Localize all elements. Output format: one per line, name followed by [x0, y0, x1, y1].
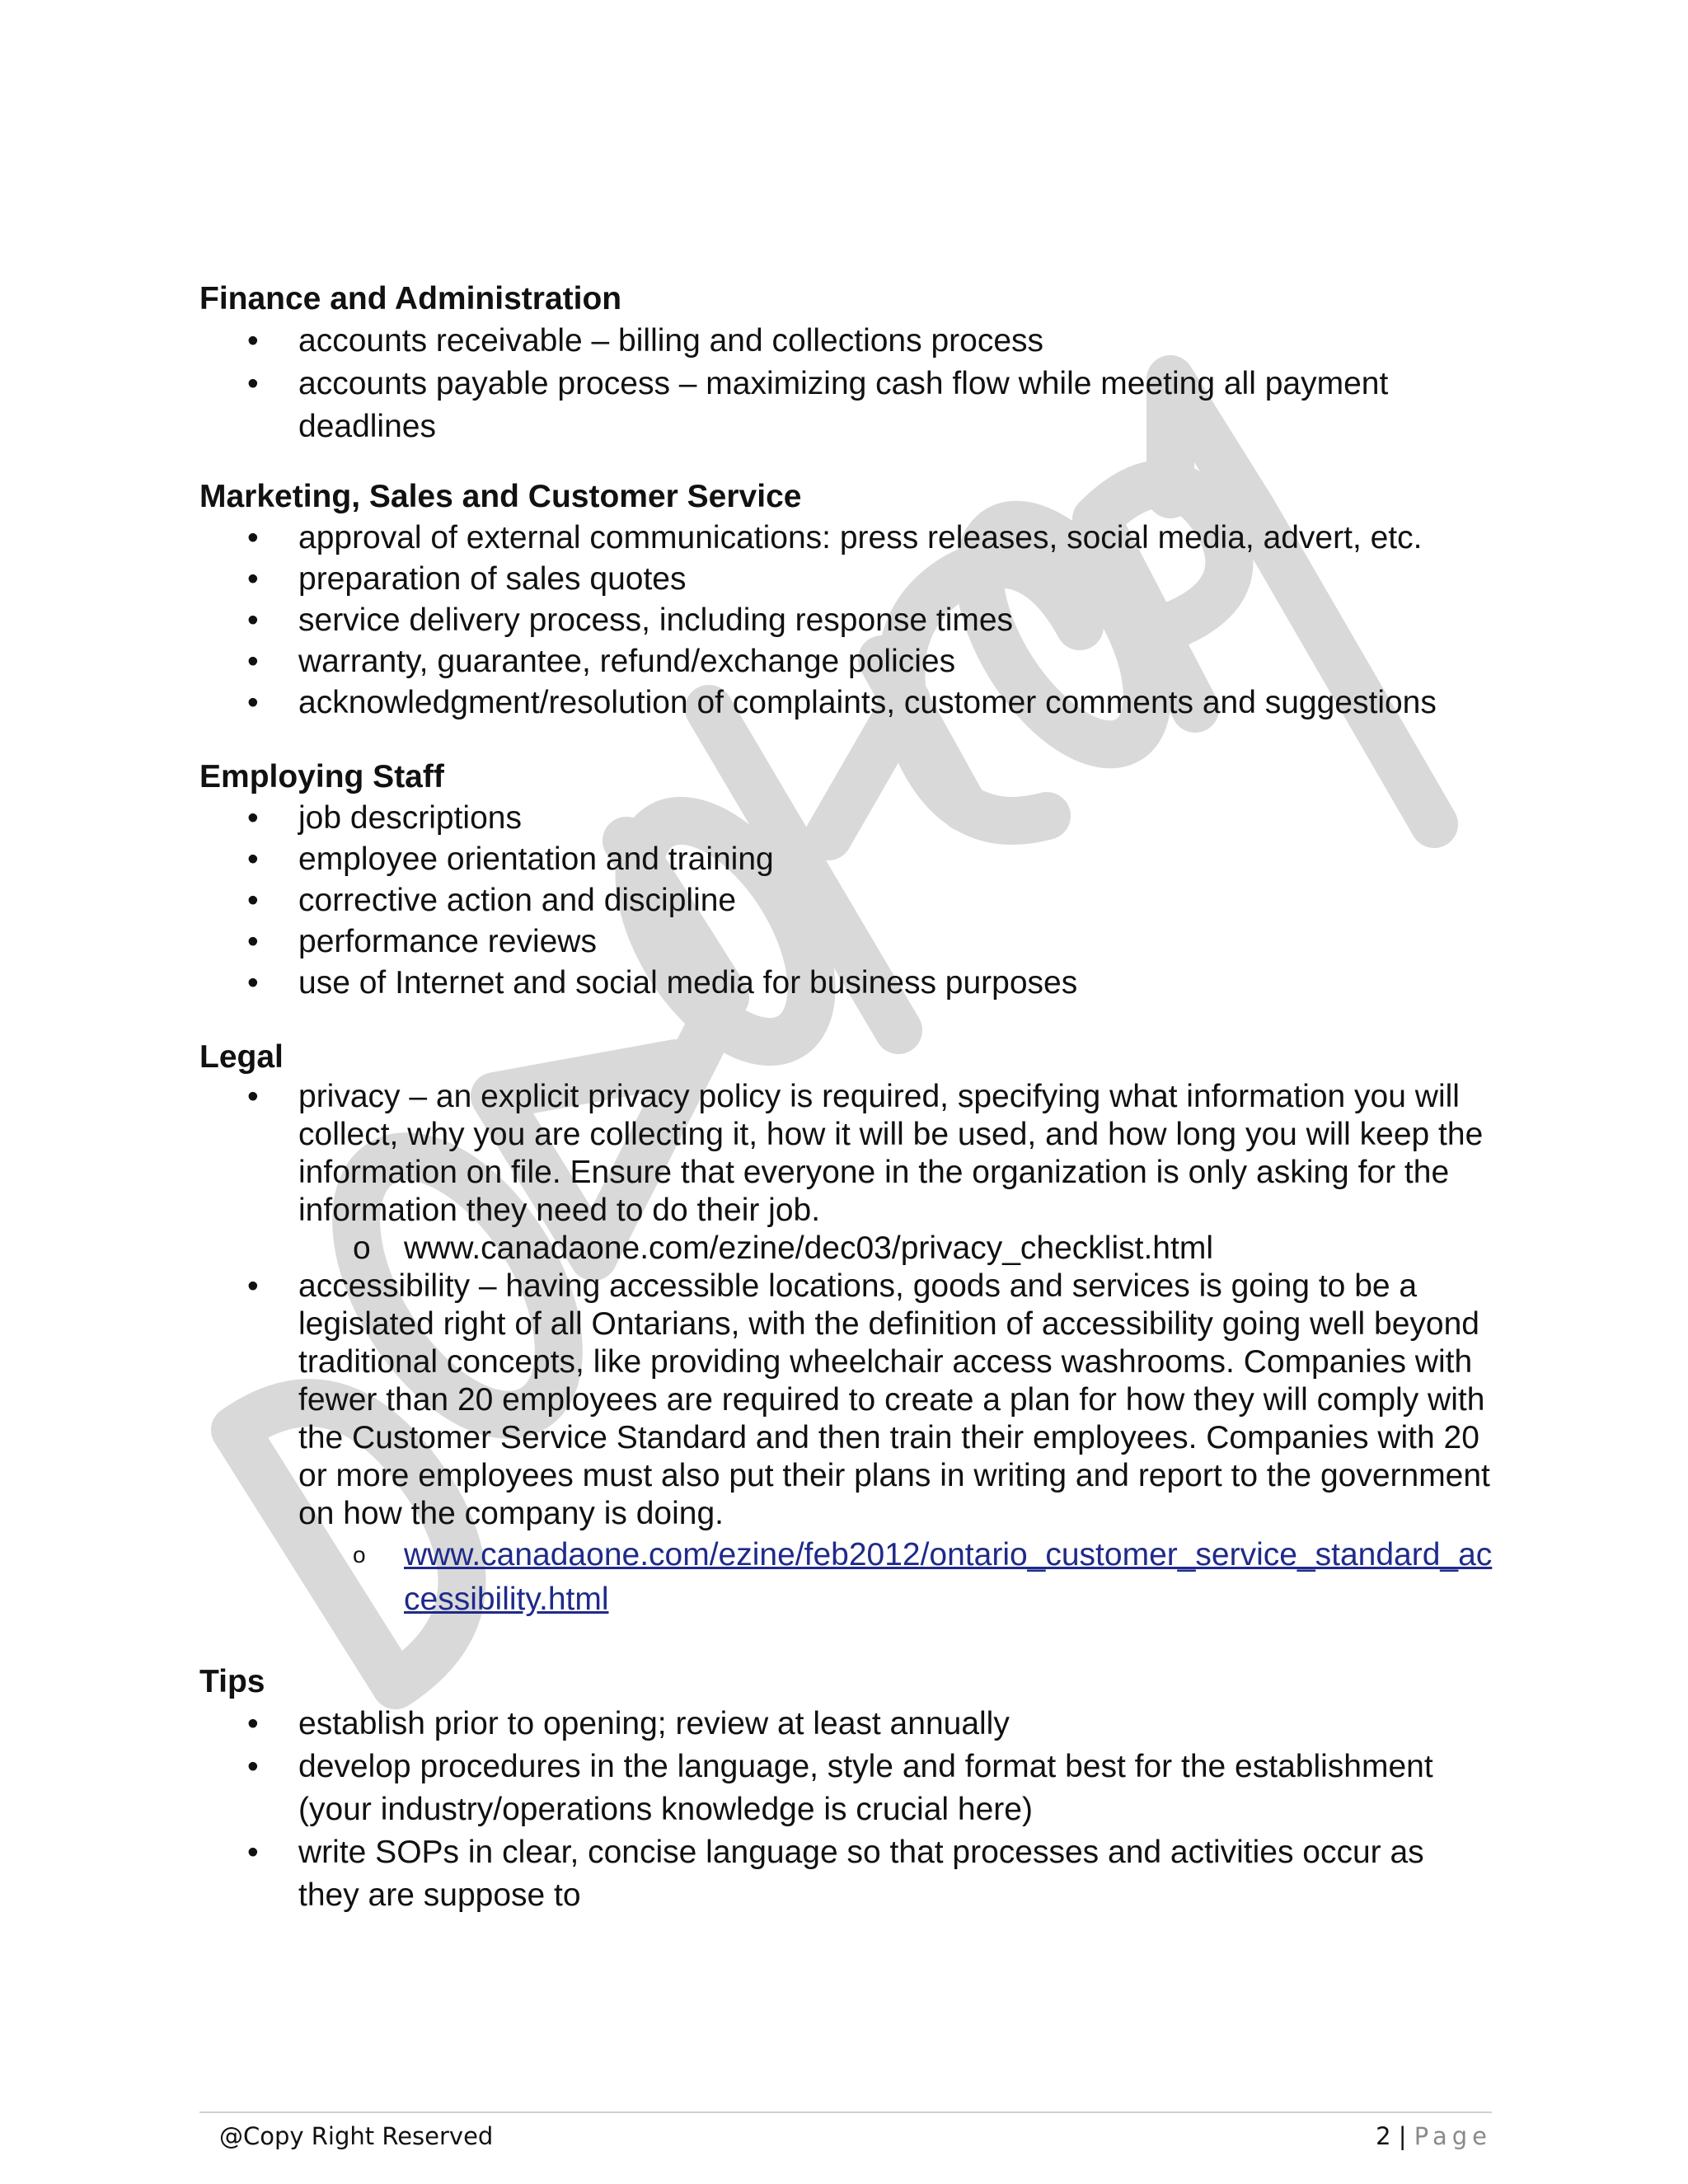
document-body	[199, 279, 1493, 1917]
section-heading-tips: Tips	[199, 1664, 265, 1699]
employing-staff-list	[199, 798, 1493, 1004]
accessibility-sublist	[298, 1533, 1493, 1622]
privacy-sublist	[298, 1230, 1493, 1268]
accessibility-sublist-item	[298, 1533, 1493, 1622]
list-item: • accounts payable process – maximizing cash flow while meeting all payment deadlines	[199, 363, 1493, 448]
list-item: • use of Internet and social media for business purposes	[199, 963, 1493, 1004]
tips-list	[199, 1703, 1493, 1917]
privacy-text: privacy – an explicit privacy policy is required, specifying what information you will collect, why you are collecting it, how it will be used, and how long you will keep the information on file. Ensure that everyone in the organization is only asking for the information they need to do their job.	[298, 1079, 1484, 1228]
list-item: • performance reviews	[199, 921, 1493, 963]
list-item: • approval of external communications: press releases, social media, advert, etc.	[199, 518, 1493, 559]
section-heading-employing-staff: Employing Staff	[199, 759, 444, 794]
list-item: • employee orientation and training	[199, 839, 1493, 880]
list-item: • establish prior to opening; review at least annually	[199, 1703, 1493, 1746]
finance-list	[199, 320, 1493, 448]
list-item: • warranty, guarantee, refund/exchange policies	[199, 641, 1493, 682]
page-word: Page	[1414, 2122, 1492, 2150]
section-heading-finance: Finance and Administration	[199, 281, 622, 316]
list-item: • acknowledgment/resolution of complaints, customer comments and suggestions	[199, 682, 1493, 724]
marketing-list	[199, 518, 1493, 724]
section-heading-marketing: Marketing, Sales and Customer Service	[199, 479, 802, 514]
page-indicator	[1376, 2115, 1492, 2158]
list-item-privacy	[199, 1078, 1493, 1268]
legal-list	[199, 1078, 1493, 1622]
list-item: • develop procedures in the language, style and format best for the establishment (your industry/operations knowledge is crucial here)	[199, 1746, 1493, 1831]
privacy-checklist-url: o www.canadaone.com/ezine/dec03/privacy_checklist.html	[298, 1230, 1493, 1268]
page-number: 2	[1376, 2122, 1391, 2150]
accessibility-text: accessibility – having accessible locations, goods and services is going to be a legislated right of all Ontarians, with the definition of accessibility going well beyond traditional concepts, like providing wheelchair access washrooms. Companies with fewer than 20 employees are required to create a plan for how they will comply with the Customer Service Standard and then train their employees. Companies with 20 or more employees must also put their plans in writing and report to the government on how the company is doing.	[298, 1268, 1490, 1531]
list-item: • write SOPs in clear, concise language so that processes and activities occur as they are suppose to	[199, 1831, 1493, 1917]
page-separator: |	[1398, 2122, 1407, 2150]
list-item: • corrective action and discipline	[199, 880, 1493, 921]
list-item: • accounts receivable – billing and collections process	[199, 320, 1493, 363]
accessibility-standard-link[interactable]: o www.canadaone.com/ezine/feb2012/ontario_customer_service_standard_accessibility.html	[404, 1537, 1493, 1617]
copyright-text: @Copy Right Reserved	[219, 2122, 494, 2150]
list-item: • preparation of sales quotes	[199, 559, 1493, 600]
list-item: • job descriptions	[199, 798, 1493, 839]
list-item-accessibility	[199, 1268, 1493, 1622]
page-footer	[199, 2111, 1492, 2150]
section-heading-legal: Legal	[199, 1039, 284, 1075]
list-item: • service delivery process, including response times	[199, 600, 1493, 641]
